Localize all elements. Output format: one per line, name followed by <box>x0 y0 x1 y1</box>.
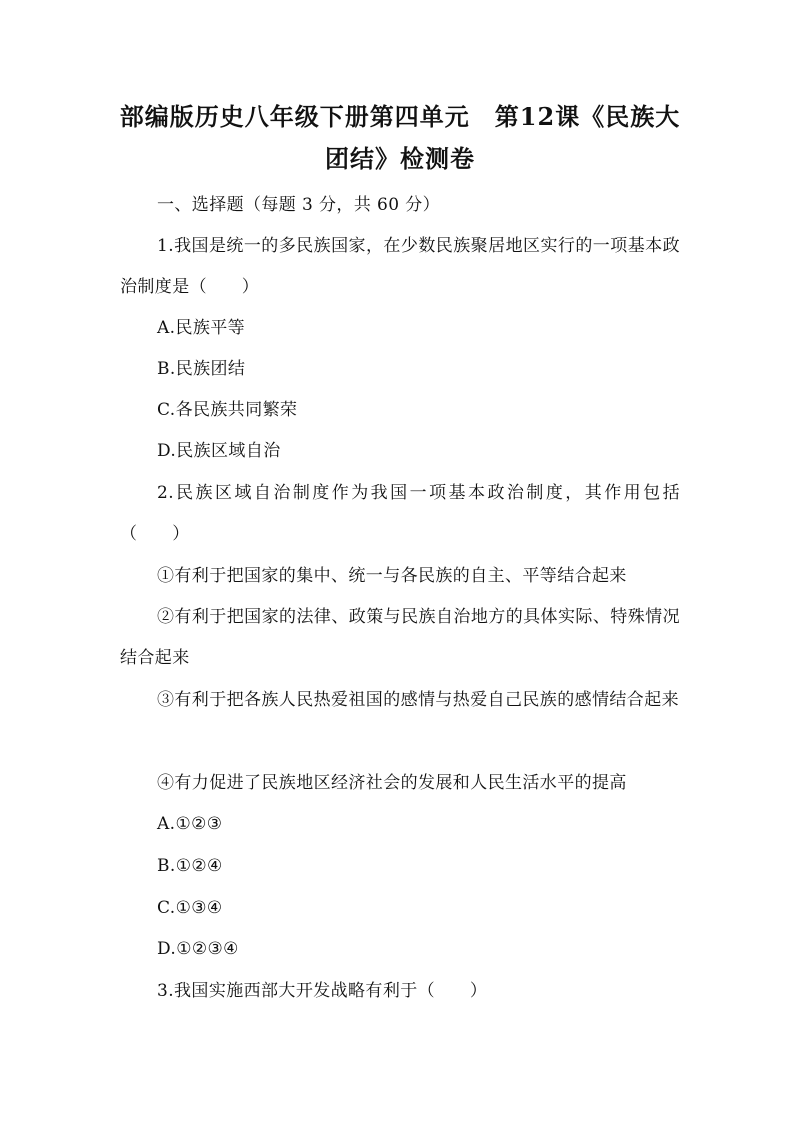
question-2-statement-3: ③有利于把各族人民热爱祖国的感情与热爱自己民族的感情结合起来 <box>157 690 679 710</box>
question-2-statement-1: ①有利于把国家的集中、统一与各民族的自主、平等结合起来 <box>157 566 627 586</box>
page-title: 部编版历史八年级下册第四单元 第12课《民族大团结》检测卷 <box>119 102 681 173</box>
question-2-statement-2: ②有利于把国家的法律、政策与民族自治地方的具体实际、特殊情况结合起来 <box>120 607 680 668</box>
question-2-option-b: B.①②④ <box>157 856 223 876</box>
question-2-option-a: A.①②③ <box>157 814 223 834</box>
question-1-option-b: B.民族团结 <box>157 359 246 379</box>
question-3-stem: 3.我国实施西部大开发战略有利于（ ） <box>157 981 488 1001</box>
question-2-statement-4: ④有力促进了民族地区经济社会的发展和人民生活水平的提高 <box>157 773 627 793</box>
question-1-stem: 1.我国是统一的多民族国家，在少数民族聚居地区实行的一项基本政治制度是（ ） <box>120 236 680 297</box>
question-1-option-a: A.民族平等 <box>157 318 246 338</box>
question-2-option-d: D.①②③④ <box>157 939 239 959</box>
section-heading: 一、选择题（每题 3 分，共 60 分） <box>157 195 441 215</box>
question-1-option-d: D.民族区域自治 <box>157 441 281 461</box>
question-2-stem: 2.民族区域自治制度作为我国一项基本政治制度，其作用包括（ ） <box>120 483 680 544</box>
question-1-option-c: C.各民族共同繁荣 <box>157 400 298 420</box>
question-2-option-c: C.①③④ <box>157 898 223 918</box>
